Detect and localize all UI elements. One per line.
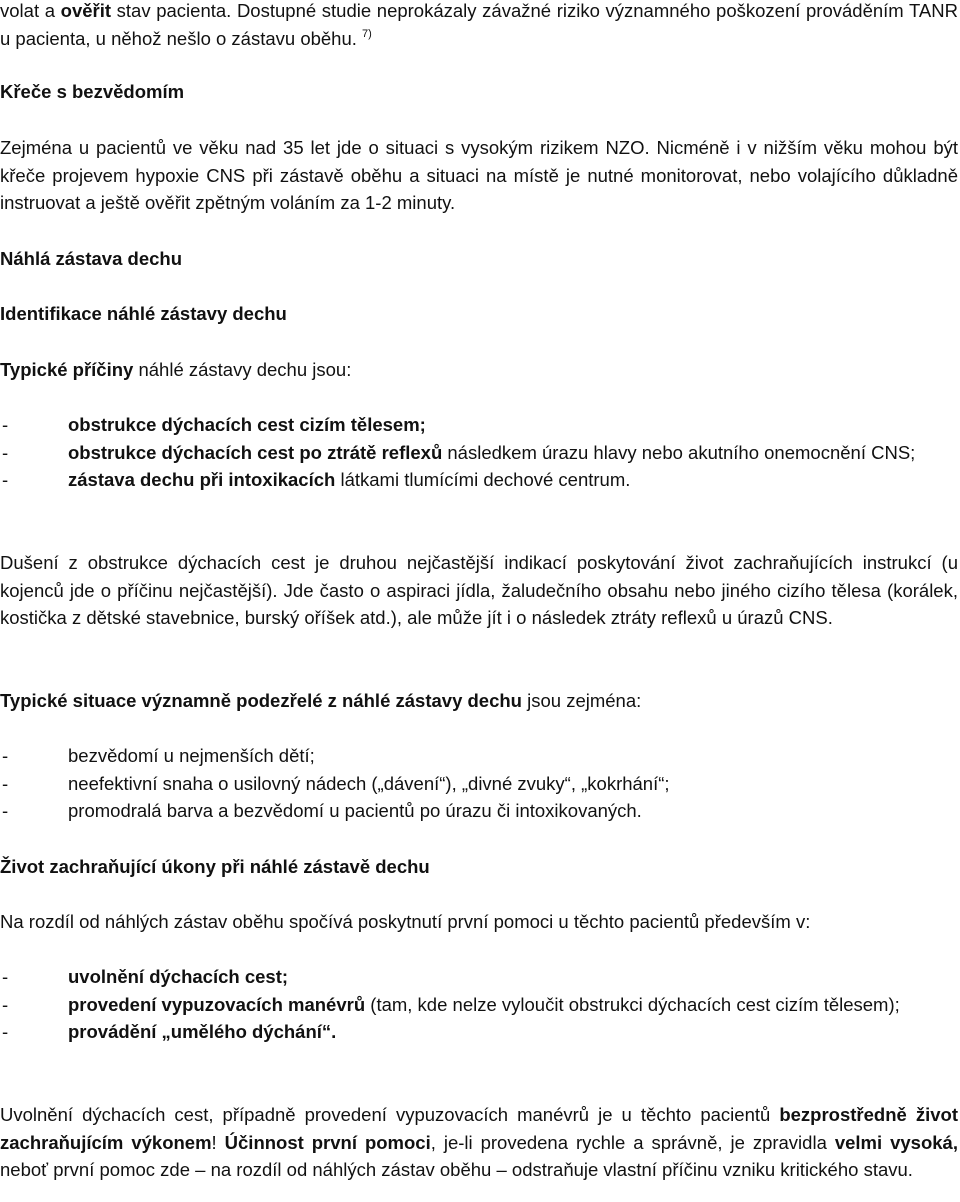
intro-paragraph xyxy=(0,0,958,52)
heading-identifikace: Identifikace náhlé zástavy dechu xyxy=(0,303,287,324)
bold-span: Typické příčiny xyxy=(0,359,134,380)
situace-intro xyxy=(0,687,958,715)
text-span: jsou zejména: xyxy=(521,690,642,711)
actions-list xyxy=(0,963,958,1046)
duseni-paragraph: Dušení z obstrukce dýchacích cest je druhou nejčastější indikací poskytování život zachraňujících instrukcí (u kojenců jde o příčinu nejčastější). Jde často o aspiraci jídla, žaludečního obsahu nebo jiného cizího tělesa (korálek, kostička z dětské stavebnice, burský oříšek atd.), ale může jít i o následek ztráty reflexů u úrazů CNS. xyxy=(0,552,958,628)
krece-paragraph: Zejména u pacientů ve věku nad 35 let jde o situaci s vysokým rizikem NZO. Nicméně i v nižším věku mohou být křeče projevem hypoxie CNS při zástavě oběhu a situaci na místě je nutné monitorovat, nebo volajícího důkladně instruovat a ještě ověřit zpětným voláním za 1-2 minuty. xyxy=(0,137,958,213)
list-item: - zástava dechu při intoxikacích látkami tlumícími dechové centrum. xyxy=(0,466,958,494)
footnote-ref: 7) xyxy=(362,27,372,40)
heading-zivot-zachranujici: Život zachraňující úkony při náhlé zástavě dechu xyxy=(0,856,430,877)
list-item: - promodralá barva a bezvědomí u pacientů po úrazu či intoxikovaných. xyxy=(0,797,958,825)
rozdil-paragraph: Na rozdíl od náhlých zástav oběhu spočívá poskytnutí první pomoci u těchto pacientů především v: xyxy=(0,911,811,932)
bold-span: ověřit xyxy=(60,0,112,21)
list-item: - obstrukce dýchacích cest cizím tělesem; xyxy=(0,411,958,439)
bold-span: Typické situace významně podezřelé z náhlé zástavy dechu xyxy=(0,690,522,711)
list-item: - uvolnění dýchacích cest; xyxy=(0,963,958,991)
list-item: - bezvědomí u nejmenších dětí; xyxy=(0,742,958,770)
text-span: volat a xyxy=(0,0,61,21)
priciny-intro xyxy=(0,356,958,384)
text-span: náhlé zástavy dechu jsou: xyxy=(133,359,352,380)
situations-list xyxy=(0,742,958,825)
list-item: - neefektivní snaha o usilovný nádech („dávení“), „divné zvuky“, „kokrhání“; xyxy=(0,770,958,798)
causes-list xyxy=(0,411,958,494)
heading-nahla-zastava: Náhlá zástava dechu xyxy=(0,248,182,269)
list-item: - provádění „umělého dýchání“. xyxy=(0,1018,958,1046)
list-item: - provedení vypuzovacích manévrů (tam, kde nelze vyloučit obstrukci dýchacích cest cizím tělesem); xyxy=(0,991,958,1019)
final-paragraph: Uvolnění dýchacích cest, případně provedení vypuzovacích manévrů je u těchto pacientů bezprostředně život zachraňujícím výkonem! Účinnost první pomoci, je-li provedena rychle a správně, je zpravidla velmi vysoká, neboť první pomoc zde – na rozdíl od náhlých zástav oběhu – odstraňuje vlastní příčinu vzniku kritického stavu. xyxy=(0,1104,959,1180)
heading-krece: Křeče s bezvědomím xyxy=(0,81,185,102)
list-item: - obstrukce dýchacích cest po ztrátě reflexů následkem úrazu hlavy nebo akutního onemocnění CNS; xyxy=(0,439,958,467)
text-span: stav pacienta. Dostupné studie neprokázaly závažné riziko významného poškození prováděním TANR u pacienta, u něhož nešlo o zástavu oběhu. xyxy=(0,0,958,49)
